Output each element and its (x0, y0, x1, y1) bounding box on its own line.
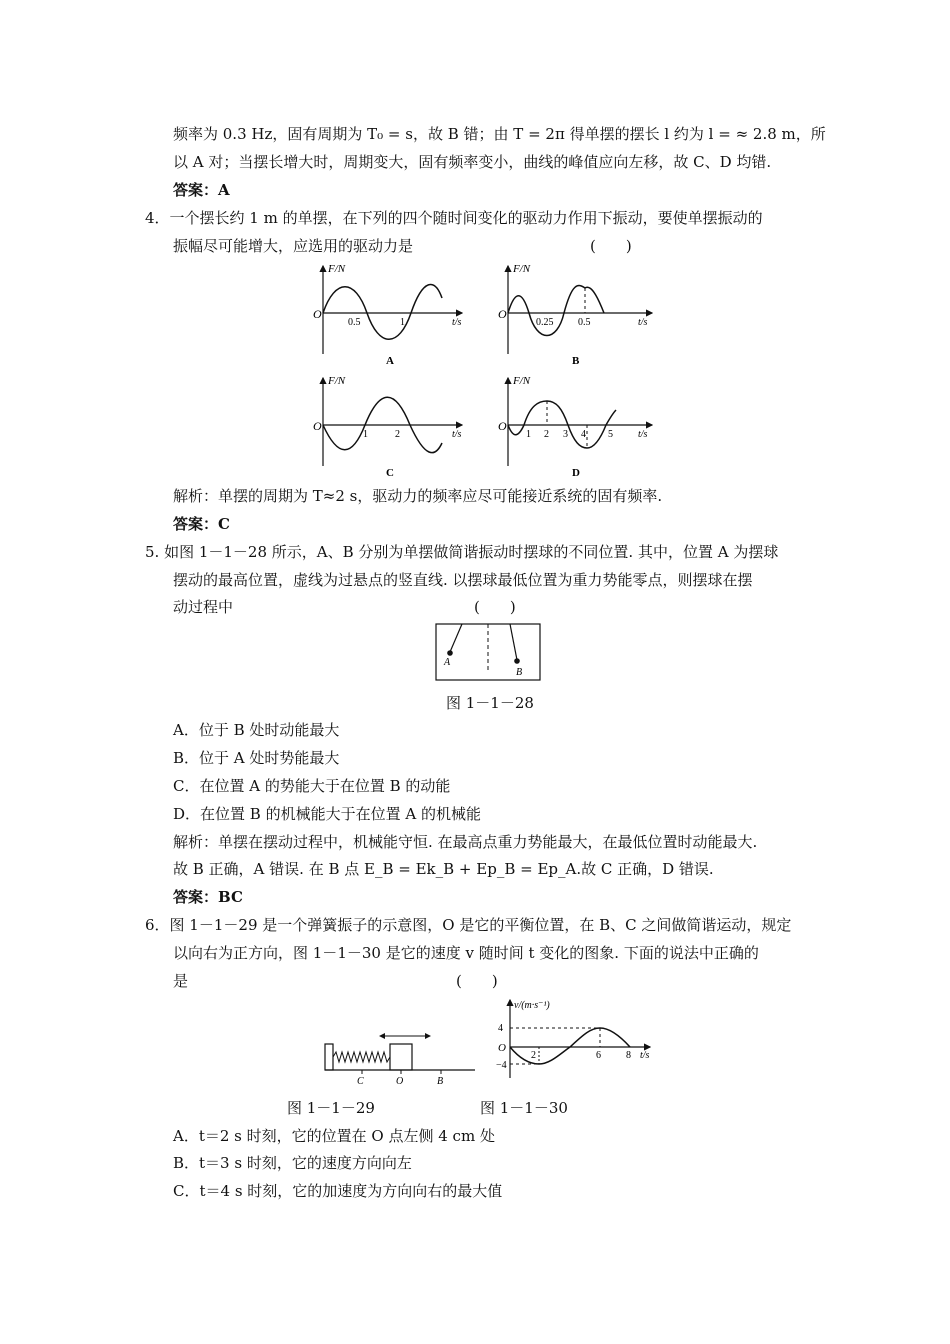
vt-x-label: t/s (640, 1050, 650, 1061)
fig-1-1-29-caption: 图 1－1－29 (287, 1099, 375, 1117)
velocity-time-graph (490, 996, 665, 1086)
fig-1-1-28-caption: 图 1－1－28 (446, 694, 534, 712)
q5-option-c: C．在位置 A 的势能大于在位置 B 的动能 (173, 777, 451, 795)
q5-option-d: D．在位置 B 的机械能大于在位置 A 的机械能 (173, 805, 481, 823)
graph-c-x-label: t/s (452, 429, 462, 440)
fig-1-1-30-caption: 图 1－1－30 (480, 1099, 568, 1117)
q4-force-graphs (300, 258, 680, 483)
vt-y-label: v/(m·s⁻¹) (514, 1000, 550, 1011)
graph-d-y-label: F/N (513, 375, 531, 387)
graph-b (498, 263, 652, 367)
graph-c-y-label: F/N (328, 375, 346, 387)
q5-option-a: A．位于 B 处时动能最大 (173, 721, 340, 739)
graph-b-caption: B (572, 355, 580, 367)
graph-a-origin: O (313, 307, 322, 321)
graph-b-x-label: t/s (638, 317, 648, 328)
graph-d-x-label: t/s (638, 429, 648, 440)
prev-analysis-line-1: 频率为 0.3 Hz，固有周期为 T₀ = s，故 B 错；由 T = 2π 得单摆的摆长 l 约为 l = ≈ 2.8 m，所 (173, 125, 826, 143)
vt-origin: O (498, 1042, 506, 1054)
q6-stem-line-2: 以向右为正方向，图 1－1－30 是它的速度 v 随时间 t 变化的图象. 下面的说法中正确的 (173, 944, 759, 962)
graph-c-origin: O (313, 419, 322, 433)
q5-answer-blank: ( ) (474, 598, 516, 616)
graph-d-tick-1: 1 (526, 429, 531, 440)
spring-label-c: C (357, 1076, 364, 1087)
pendulum-label-a: A (444, 657, 451, 668)
graph-d-tick-3: 3 (563, 429, 568, 440)
spring-label-o: O (396, 1076, 404, 1087)
vt-x-tick-2: 2 (531, 1050, 536, 1061)
spring-oscillator-figure (320, 1030, 480, 1088)
graph-a-tick-1: 0.5 (348, 317, 361, 328)
q5-answer: 答案：BC (173, 888, 243, 906)
pendulum-label-b: B (516, 667, 523, 678)
q6-option-b: B．t＝3 s 时刻，它的速度方向向左 (173, 1154, 412, 1172)
q5-stem-line-3: 动过程中 (173, 598, 234, 616)
q6-option-c: C．t＝4 s 时刻，它的加速度为方向向右的最大值 (173, 1182, 503, 1200)
q4-analysis: 解析：单摆的周期为 T≈2 s，驱动力的频率应尽可能接近系统的固有频率. (173, 487, 663, 505)
q5-stem-line-2: 摆动的最高位置，虚线为过悬点的竖直线. 以摆球最低位置为重力势能零点，则摆球在摆 (173, 571, 753, 589)
graph-d-origin: O (498, 419, 507, 433)
graph-c-tick-2: 2 (395, 429, 400, 440)
graph-c-caption: C (386, 467, 394, 479)
graph-b-origin: O (498, 307, 507, 321)
graph-a-y-label: F/N (328, 263, 346, 275)
q4-stem-line-1: 4．一个摆长约 1 m 的单摆，在下列的四个随时间变化的驱动力作用下振动，要使单摆振动的 (145, 209, 763, 227)
q5-stem-line-1: 5. 如图 1－1－28 所示，A、B 分别为单摆做简谐振动时摆球的不同位置. 其中，位置 A 为摆球 (145, 543, 779, 561)
graph-b-y-label: F/N (513, 263, 531, 275)
q6-stem-line-3: 是 (173, 972, 189, 990)
vt-x-tick-8: 8 (626, 1050, 631, 1061)
q6-option-a: A．t＝2 s 时刻，它的位置在 O 点左侧 4 cm 处 (173, 1127, 495, 1145)
vt-y-tick-4: 4 (498, 1023, 503, 1034)
graph-d-tick-4: 4 (581, 429, 586, 440)
q5-option-b: B．位于 A 处时势能最大 (173, 749, 340, 767)
graph-b-tick-1: 0.25 (536, 317, 554, 328)
q4-answer: 答案：C (173, 515, 230, 533)
graph-c-tick-1: 1 (363, 429, 368, 440)
q4-answer-blank: ( ) (590, 237, 632, 255)
vt-y-tick-neg4: −4 (496, 1060, 507, 1071)
graph-d-caption: D (572, 467, 580, 479)
graph-a-tick-2: 1 (400, 317, 405, 328)
q6-stem-line-1: 6．图 1－1－29 是一个弹簧振子的示意图，O 是它的平衡位置，在 B、C 之间做简谐运动，规定 (145, 916, 792, 934)
q4-stem-line-2: 振幅尽可能增大，应选用的驱动力是 (173, 237, 414, 255)
prev-analysis-line-2: 以 A 对；当摆长增大时，周期变大，固有频率变小，曲线的峰值应向左移，故 C、D 均错. (173, 153, 772, 171)
vt-x-tick-6: 6 (596, 1050, 601, 1061)
q5-pendulum-figure (434, 622, 544, 684)
graph-c (313, 375, 462, 479)
prev-answer: 答案：A (173, 181, 230, 199)
graph-a-x-label: t/s (452, 317, 462, 328)
q6-answer-blank: ( ) (456, 972, 498, 990)
graph-b-tick-2: 0.5 (578, 317, 591, 328)
q5-analysis-line-1: 解析：单摆在摆动过程中，机械能守恒. 在最高点重力势能最大，在最低位置时动能最大. (173, 833, 758, 851)
spring-label-b: B (437, 1076, 444, 1087)
graph-a-caption: A (386, 355, 394, 367)
graph-a (313, 263, 462, 367)
graph-d (498, 375, 652, 479)
q5-analysis-line-2: 故 B 正确，A 错误. 在 B 点 E_B = Ek_B + Ep_B = Ep_A.故 C 正确，D 错误. (173, 860, 714, 878)
graph-d-tick-5: 5 (608, 429, 613, 440)
graph-d-tick-2: 2 (544, 429, 549, 440)
